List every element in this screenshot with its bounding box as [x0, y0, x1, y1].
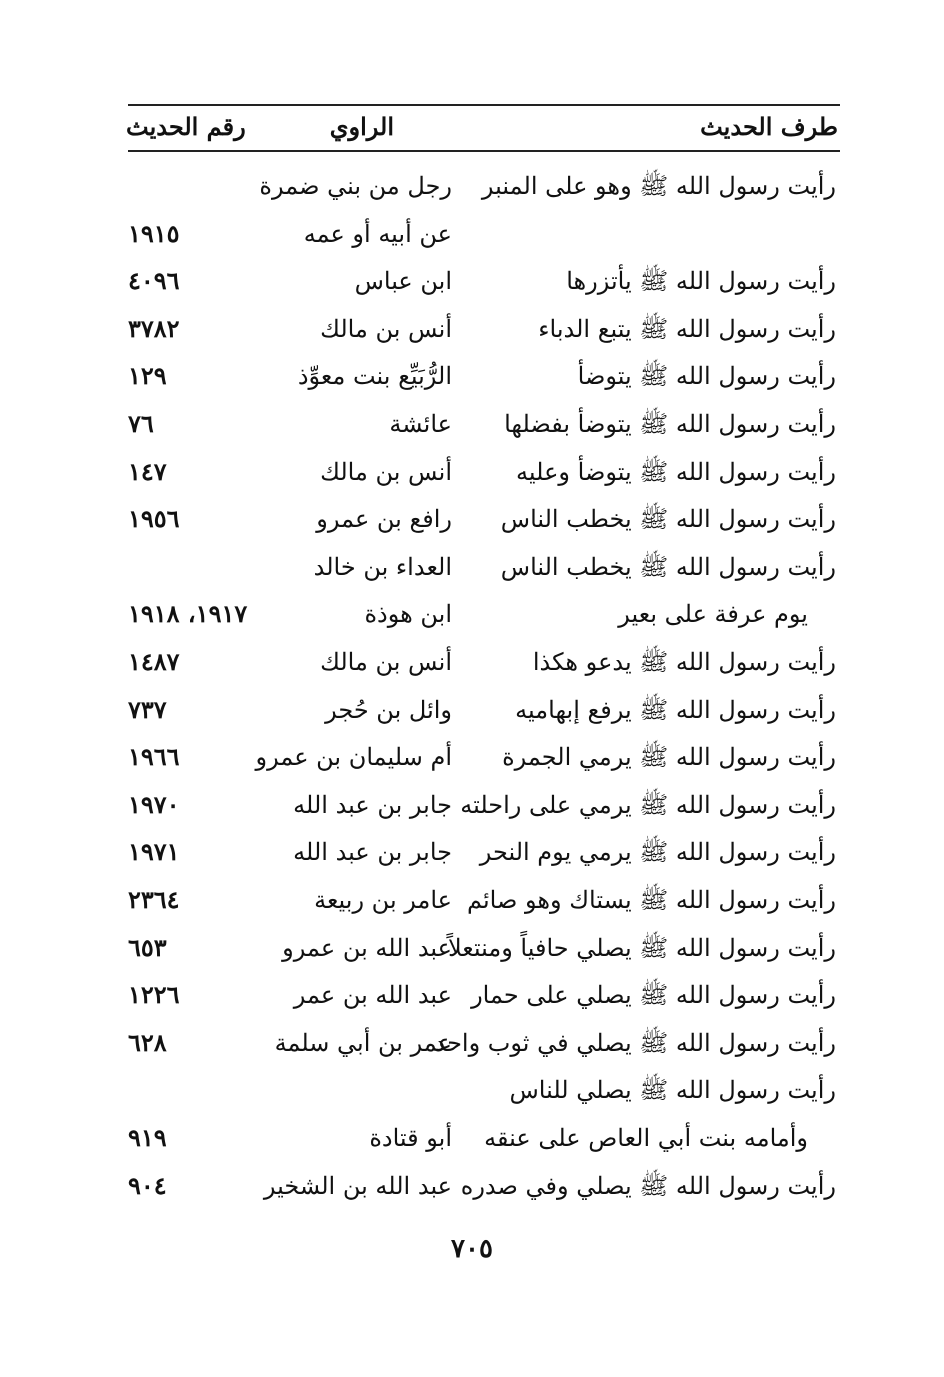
table-row	[0, 547, 944, 591]
narrator: عن أبيه أو عمه	[303, 219, 452, 248]
narrator: أم سليمان بن عمرو	[255, 743, 452, 772]
header-hadith-number: رقم الحديث	[126, 112, 246, 141]
hadith-text: رأيت رسول الله ﷺ يرمي يوم النحر	[479, 838, 836, 867]
narrator: الرُّبَيِّع بنت معوِّذ	[297, 362, 452, 391]
hadith-number: ١٩١٥	[128, 218, 180, 248]
table-row	[0, 404, 944, 448]
hadith-number: ٩١٩	[128, 1123, 167, 1152]
hadith-number: ١٩٧٠	[128, 789, 180, 819]
table-row	[0, 499, 944, 543]
table-row	[0, 785, 944, 829]
hadith-number: ٦٥٣	[128, 932, 167, 962]
hadith-text: رأيت رسول الله ﷺ يخطب الناس	[500, 552, 836, 581]
hadith-number: ١٩١٧، ١٩١٨	[128, 599, 248, 629]
narrator: العداء بن خالد	[313, 552, 452, 581]
hadith-number: ٧٦	[128, 409, 154, 438]
table-row	[0, 975, 944, 1019]
header-top-rule	[128, 104, 840, 106]
header-hadith-text: طرف الحديث	[700, 112, 838, 141]
narrator: عبد الله بن عمرو	[282, 933, 452, 962]
table-row	[0, 166, 944, 210]
hadith-text: رأيت رسول الله ﷺ يتوضأ بفضلها	[504, 410, 836, 438]
table-row	[0, 356, 944, 400]
hadith-number: ١٢٢٦	[128, 980, 180, 1010]
narrator: عبد الله بن عمر	[293, 981, 452, 1010]
narrator: أنس بن مالك	[320, 648, 452, 676]
hadith-number: ١٤٧	[128, 456, 167, 486]
table-row	[0, 594, 944, 638]
hadith-text: رأيت رسول الله ﷺ يرفع إبهاميه	[515, 695, 836, 724]
page-number: ٧٠٥	[451, 1234, 493, 1264]
hadith-text: رأيت رسول الله ﷺ يصلي وفي صدره	[460, 1171, 836, 1200]
hadith-number: ١٤٨٧	[128, 647, 180, 676]
narrator: جابر بن عبد الله	[293, 790, 452, 819]
hadith-number: ٩٠٤	[128, 1170, 167, 1200]
hadith-number: ٣٧٨٢	[128, 313, 180, 343]
hadith-number: ١٩٥٦	[128, 504, 180, 534]
hadith-number: ٤٠٩٦	[128, 266, 180, 296]
hadith-text: رأيت رسول الله ﷺ يدعو هكذا	[532, 648, 836, 676]
hadith-text: رأيت رسول الله ﷺ يخطب الناس	[500, 505, 836, 534]
table-row	[0, 214, 944, 258]
narrator: رافع بن عمرو	[316, 505, 452, 534]
hadith-text: رأيت رسول الله ﷺ يصلي في ثوب واحد	[434, 1028, 836, 1057]
table-row	[0, 309, 944, 353]
table-row	[0, 880, 944, 924]
hadith-text: رأيت رسول الله ﷺ يصلي للناس	[509, 1076, 836, 1105]
narrator: أبو قتادة	[369, 1124, 452, 1152]
hadith-text: رأيت رسول الله ﷺ يتوضأ وعليه	[516, 457, 836, 486]
table-row	[0, 928, 944, 972]
hadith-number: ١٩٧١	[128, 837, 180, 867]
table-row	[0, 690, 944, 734]
header-bottom-rule	[128, 150, 840, 152]
hadith-text: رأيت رسول الله ﷺ يرمي على راحلته	[460, 790, 836, 819]
hadith-text: رأيت رسول الله ﷺ يصلي حافياً ومنتعلاً	[447, 933, 836, 962]
hadith-text: رأيت رسول الله ﷺ يتوضأ	[577, 362, 836, 391]
hadith-text: وأمامه بنت أبي العاص على عنقه	[484, 1124, 808, 1152]
table-row	[0, 261, 944, 305]
hadith-number: ٢٣٦٤	[128, 885, 180, 914]
narrator: أنس بن مالك	[320, 457, 452, 486]
header-narrator: الراوي	[329, 112, 394, 141]
table-row	[0, 737, 944, 781]
narrator: عامر بن ربيعة	[314, 886, 452, 914]
narrator: ابن عباس	[354, 267, 452, 296]
hadith-text: رأيت رسول الله ﷺ وهو على المنبر	[481, 172, 836, 200]
narrator: وائل بن حُجر	[325, 695, 452, 724]
narrator: عائشة	[389, 410, 452, 438]
table-row	[0, 832, 944, 876]
hadith-number: ١٢٩	[128, 361, 167, 391]
narrator: عمر بن أبي سلمة	[274, 1028, 452, 1057]
hadith-number: ١٩٦٦	[128, 742, 180, 772]
table-row	[0, 1166, 944, 1210]
hadith-text: رأيت رسول الله ﷺ يستاك وهو صائم	[466, 886, 836, 914]
hadith-number: ٧٣٧	[128, 694, 167, 724]
narrator: رجل من بني ضمرة	[259, 172, 452, 200]
hadith-text: رأيت رسول الله ﷺ يأتزرها	[566, 267, 836, 296]
hadith-number: ٦٢٨	[128, 1027, 167, 1057]
table-row	[0, 1070, 944, 1114]
hadith-text: رأيت رسول الله ﷺ يرمي الجمرة	[502, 743, 836, 772]
table-row	[0, 1118, 944, 1162]
table-row	[0, 642, 944, 686]
narrator: عبد الله بن الشخير	[263, 1171, 452, 1200]
narrator: ابن هوذة	[364, 600, 452, 629]
hadith-text: يوم عرفة على بعير	[618, 600, 808, 629]
table-row	[0, 1023, 944, 1067]
hadith-text: رأيت رسول الله ﷺ يصلي على حمار	[471, 981, 836, 1010]
narrator: أنس بن مالك	[320, 314, 452, 343]
narrator: جابر بن عبد الله	[293, 838, 452, 867]
table-row	[0, 452, 944, 496]
hadith-text: رأيت رسول الله ﷺ يتبع الدباء	[538, 314, 836, 343]
